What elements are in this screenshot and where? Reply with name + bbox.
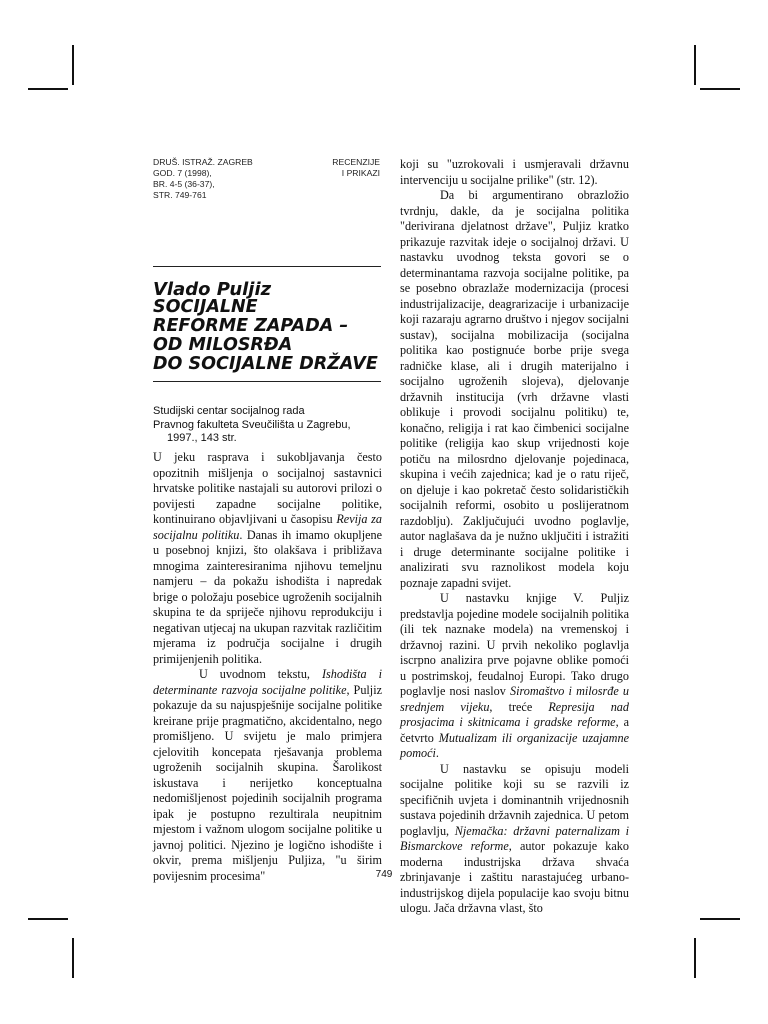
crop-mark-bottom-left-h (28, 918, 68, 920)
journal-line: DRUŠ. ISTRAŽ. ZAGREB (153, 157, 253, 167)
crop-mark-top-right-h (700, 88, 740, 90)
page-number: 749 (375, 869, 393, 880)
section-label (300, 157, 380, 179)
crop-mark-top-left-v (72, 45, 74, 85)
journal-title: Revija za socijalnu politiku (153, 512, 383, 542)
title-line: OD MILOSRĐA (153, 335, 293, 355)
section-line: I PRIKAZI (341, 168, 380, 178)
crop-mark-bottom-right-v (694, 938, 696, 978)
chapter-title: Ishodišta i determinante razvoja socijalne politike (153, 667, 382, 697)
crop-mark-top-left-h (28, 88, 68, 90)
title-line: SOCIJALNE (153, 297, 258, 317)
paragraph: koji su "uzrokovali i usmjeravali državnu intervenciju u socijalne prilike" (str. 12). (400, 157, 629, 187)
publisher-info (153, 405, 383, 446)
publisher-line: Pravnog fakulteta Sveučilišta u Zagrebu, (153, 418, 351, 431)
journal-line: STR. 749-761 (153, 190, 207, 200)
crop-mark-top-right-v (694, 45, 696, 85)
author-name: Vlado Puljiz (153, 279, 272, 300)
paragraph: U jeku rasprava i sukobljavanja često opozitnih mišljenja o socijalnoj sastavnici hrvatske politike nastajali su autorovi prilozi o povijesti zapadne socijalne politike, kontinuirano objavljivani u časopisu Revija za socijalnu politiku. Danas ih imamo okupljene u posebnoj knjizi, što olakšava i približava mnogima zainteresiranima njihovu temeljnu namjeru – da pokažu ishodišta i napredak brige o položaju posebice ugroženih socijalnih skupina te da spriječe njihovu reprodukciju i negativan utjecaj na ukupan razvitak različitim mjerama iz područja socijalne i drugih primijenjenih politika. (153, 450, 383, 666)
title-line: REFORME ZAPADA – (153, 316, 349, 336)
chapter-title: Mutualizam ili organizacije uzajamne pomoći (400, 730, 629, 760)
chapter-title: Represija nad prosjacima i skitnicama i gradske reforme (400, 699, 629, 729)
journal-line: GOD. 7 (1998), (153, 168, 212, 178)
paragraph: U nastavku knjige V. Puljiz predstavlja pojedine modele socijalnih politika (ili tek naznake modela) na vremenskoj i državnoj razini. U prvih nekoliko poglavlja iscrpno analizira prve pojavne oblike pomoći u postrimskoj, feudalnoj Europi. Tako drugo poglavlje nosi naslov Siromaštvo i milosrđe u srednjem vijeku, treće Represija nad prosjacima i skitnicama i gradske reforme, a četvrto Mutualizam ili organizacije uzajamne pomoći. (400, 591, 629, 760)
crop-mark-bottom-left-v (72, 938, 74, 978)
paragraph: Da bi argumentirano obrazložio tvrdnju, dakle, da je socijalna politika "derivirana djelatnost države", Puljiz kratko prikazuje razvitak ideje o socijalnoj državi. U nastavku uvodnog teksta govori se o determinantama razvoja socijalne politike, pa se posebno obrazlaže modernizacija (procesi industrijalizacije, deagrarizacije i urbanizacije koji razaraju agrarno društvo i njegov socijalni sustav), socijalna mobilizacija (socijalna politika kao postignuće borbe prije svega radničke klase, ali i drugih materijalno i socijalno ugroženih slojeva), djelovanje državnih institucija (vrh državne vlasti oblikuje i provodi socijalnu politiku) te, konačno, religija i rat kao čimbenici socijalne politike (religija kao skup vrijednosti koje potiču na milosrdno djelovanje pojedinaca, skupina i većih zajednica; kad je o ratu riječ, on djeluje i kao pokretač često solidarističkih socijalnih reformi, osobito u poslijeratnom razdoblju). Zaključujući uvodno poglavlje, autor naglašava da je nužno uključiti i istražiti i druge determinante socijalne politike i analizirati svu raznolikost modela koju poznaje zapadni svijet. (400, 188, 629, 590)
paragraph: U nastavku se opisuju modeli socijalne politike koji su se razvili iz specifičnih uvjeta i dominantnih vrijednosnih sustava pojedinih državnih zajednica. U petom poglavlju, Njemačka: državni paternalizam i Bismarckove reforme, autor pokazuje kako moderna industrijska država shvaća zbrinjavanje i zaštitu narastajućeg urbano-industrijskog dijela populacije kao svoju bitnu ulogu. Jača državna vlast, što (400, 761, 629, 915)
publisher-line: 1997., 143 str. (167, 432, 237, 444)
book-title (153, 298, 378, 374)
right-column (400, 157, 629, 917)
crop-mark-bottom-right-h (700, 918, 740, 920)
publisher-line: Studijski centar socijalnog rada (153, 405, 305, 417)
title-line: DO SOCIJALNE DRŽAVE (153, 354, 378, 374)
chapter-title: Siromaštvo i milosrđe u srednjem vijeku (400, 684, 629, 714)
chapter-title: Njemačka: državni paternalizam i Bismarckove reforme (400, 823, 629, 853)
title-rule (153, 381, 381, 382)
journal-citation (153, 157, 253, 201)
journal-line: BR. 4-5 (36-37), (153, 179, 215, 189)
paragraph: U uvodnom tekstu, Ishodišta i determinante razvoja socijalne politike, Puljiz pokazuje da su najuspješnije socijalne politike kreirane prije pragmatično, akcidentalno, nego promišljeno. U svijetu je malo primjera cjelovitih koncepata rješavanja problema ugroženih socijalnih skupina. Šarolikost iskustava i nerijetko konceptualna nedomišljenost pojedinih socijalnih programa ipak je postupno rezultirala neupitnim mjestom i važnom ulogom socijalne politike u javnoj politici. Njezino je logično ishodište i okvir, prema mišljenju Puljiza, "u širim povijesnim procesima" (153, 667, 382, 883)
header-rule (153, 266, 381, 267)
left-column (153, 450, 382, 884)
section-line: RECENZIJE (332, 157, 380, 167)
